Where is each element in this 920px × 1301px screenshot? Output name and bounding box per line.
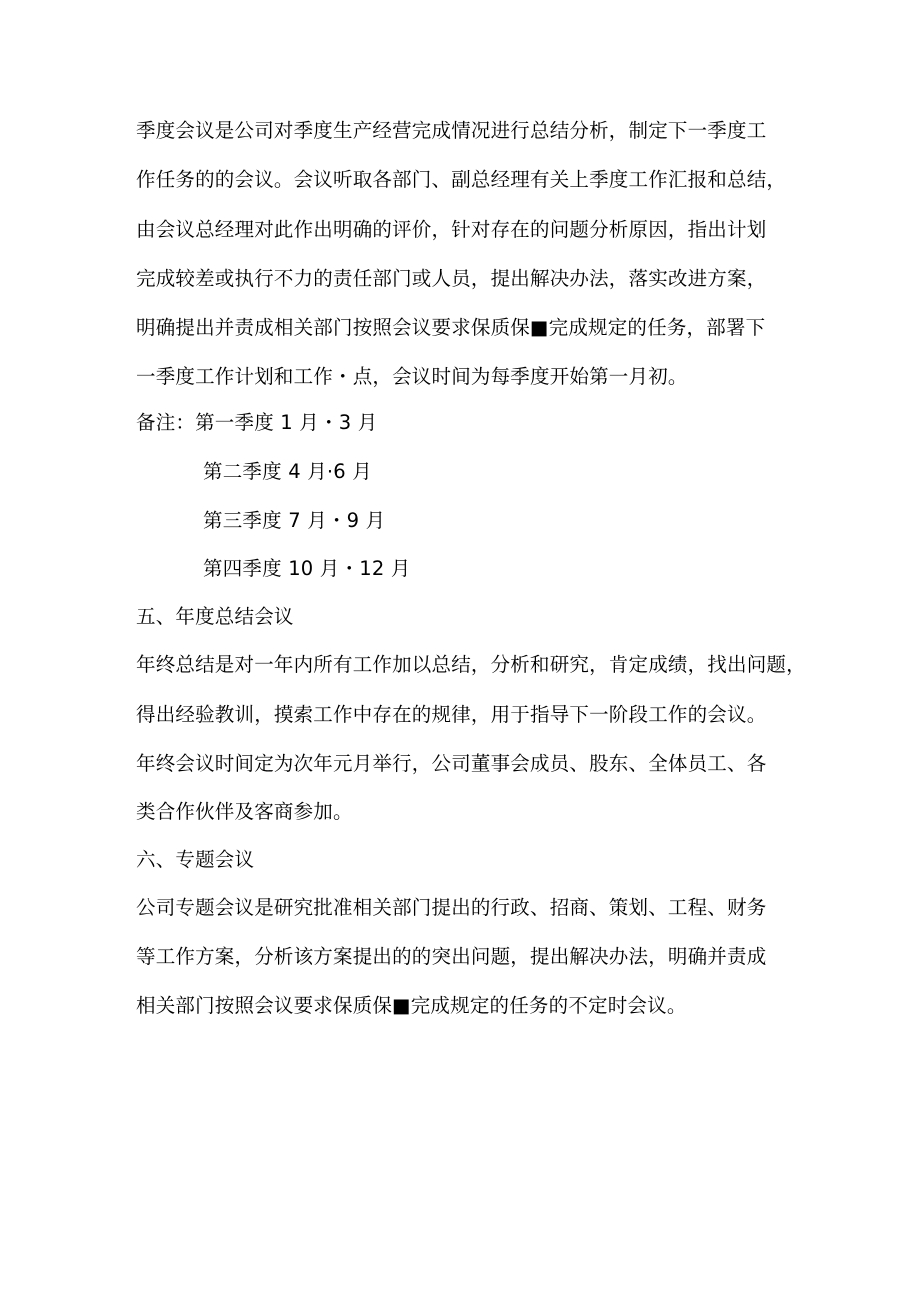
note-item: 第二季度 4 月·6 月 — [203, 460, 373, 483]
paragraph-line: 由会议总经理对此作出明确的评价，针对存在的问题分析原因，指出计划 — [136, 218, 767, 241]
paragraph-line: 类合作伙伴及客商参加。 — [136, 800, 353, 823]
paragraph-line: 等工作方案，分析该方案提出的的突出问题，提出解决办法，明确并责成 — [136, 945, 767, 968]
paragraph-line: 年终总结是对一年内所有工作加以总结，分析和研究，肯定成绩，找出问题， — [136, 653, 806, 676]
note-item: 第三季度 7 月・9 月 — [203, 509, 386, 532]
paragraph-line: 一季度工作计划和工作・点，会议时间为每季度开始第一月初。 — [136, 365, 688, 388]
paragraph-line: 明确提出并责成相关部门按照会议要求保质保■完成规定的任务，部署下 — [136, 316, 766, 339]
note-item: 第四季度 10 月・12 月 — [203, 557, 411, 580]
section-heading: 六、专题会议 — [136, 848, 255, 871]
paragraph-line: 作任务的的会议。会议听取各部门、副总经理有关上季度工作汇报和总结， — [136, 168, 787, 191]
paragraph-line: 得出经验教训，摸索工作中存在的规律，用于指导下一阶段工作的会议。 — [136, 703, 767, 726]
paragraph-line: 年终会议时间定为次年元月举行，公司董事会成员、股东、全体员工、各 — [136, 752, 767, 775]
paragraph-line: 季度会议是公司对季度生产经营完成情况进行总结分析，制定下一季度工 — [136, 119, 767, 142]
section-heading: 五、年度总结会议 — [136, 605, 294, 628]
paragraph-line: 相关部门按照会议要求保质保■完成规定的任务的不定时会议。 — [136, 994, 687, 1017]
paragraph-line: 完成较差或执行不力的责任部门或人员，提出解决办法，落实改进方案， — [136, 267, 767, 290]
note-label-line: 备注：第一季度 1 月・3 月 — [136, 411, 378, 434]
paragraph-line: 公司专题会议是研究批准相关部门提出的行政、招商、策划、工程、财务 — [136, 896, 767, 919]
